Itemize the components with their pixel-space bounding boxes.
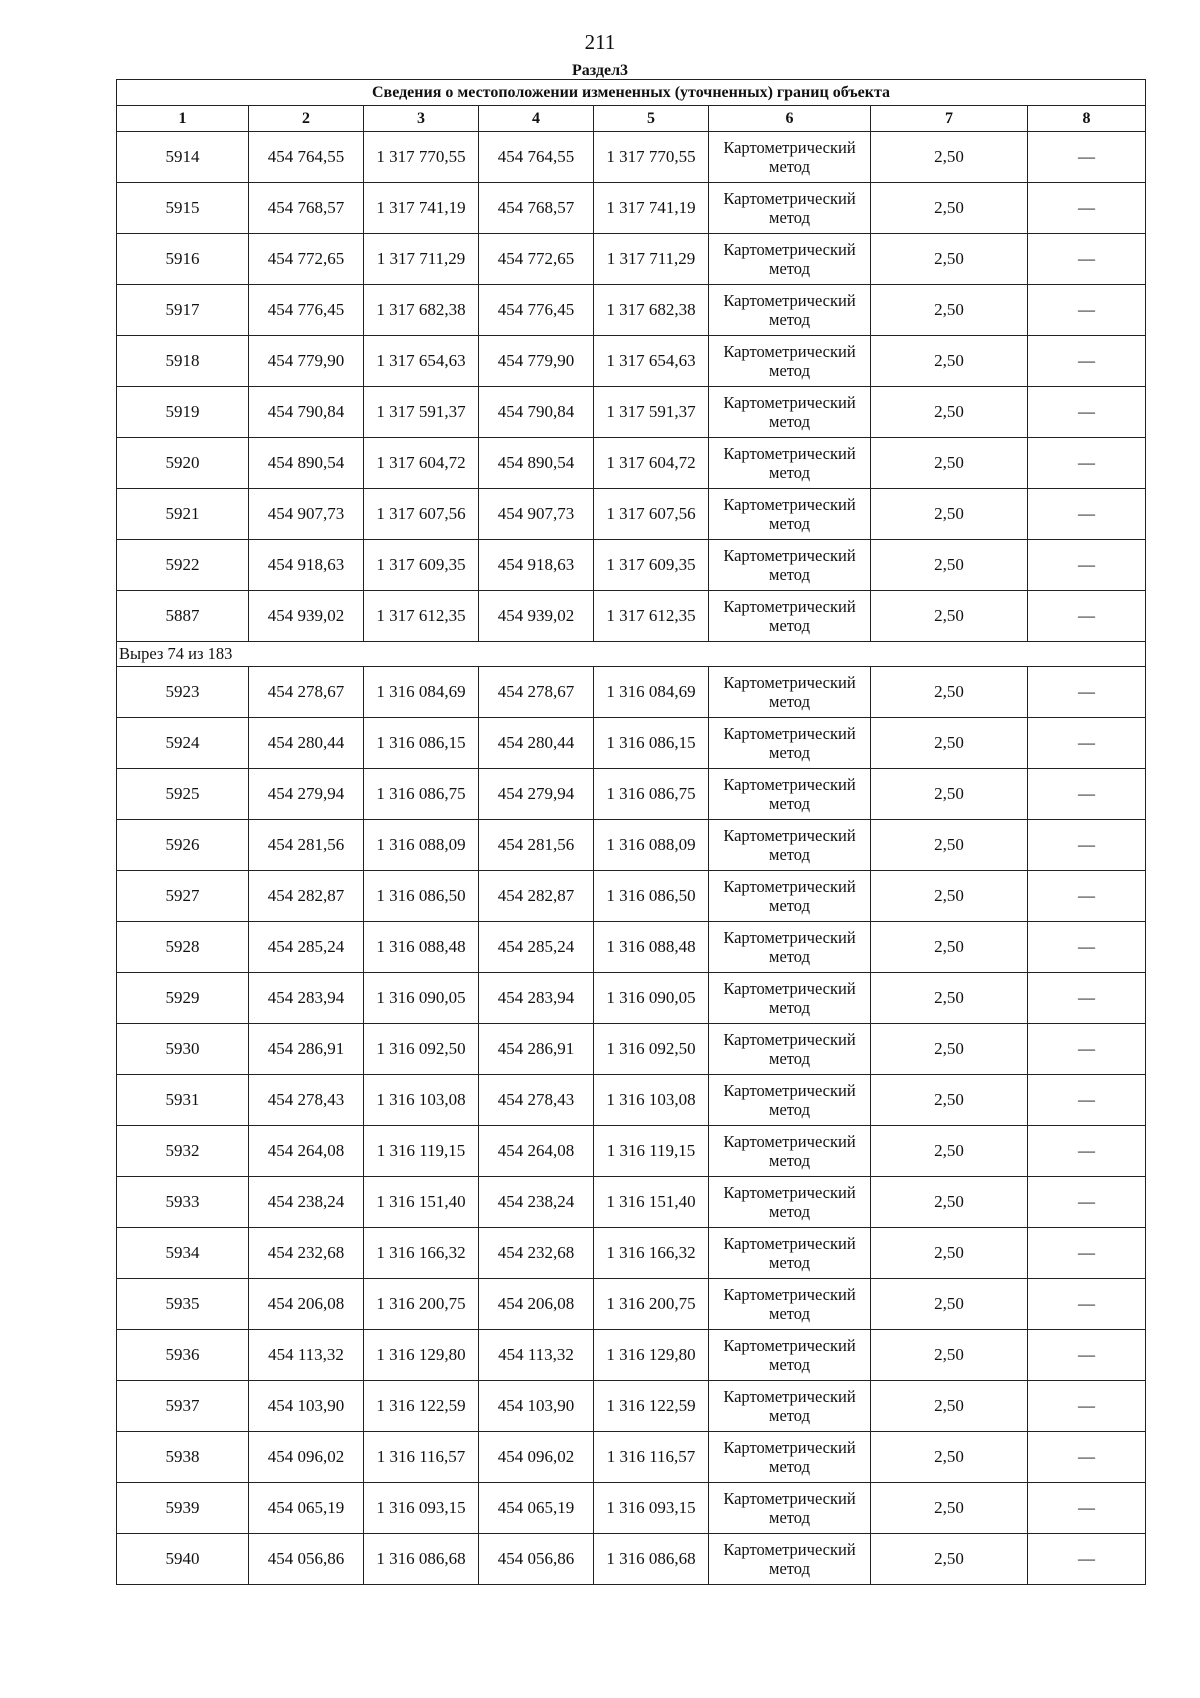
x-new-cell: 454 764,55	[479, 132, 594, 183]
point-number-cell: 5931	[117, 1075, 249, 1126]
y-existing-cell: 1 317 682,38	[364, 285, 479, 336]
x-new-cell: 454 779,90	[479, 336, 594, 387]
x-existing-cell: 454 096,02	[249, 1432, 364, 1483]
x-existing-cell: 454 907,73	[249, 489, 364, 540]
point-number-cell: 5930	[117, 1024, 249, 1075]
point-number-cell: 5887	[117, 591, 249, 642]
x-new-cell: 454 065,19	[479, 1483, 594, 1534]
method-cell: Картометрический метод	[709, 1534, 871, 1585]
method-cell: Картометрический метод	[709, 1381, 871, 1432]
table-row	[117, 1024, 1146, 1075]
x-new-cell: 454 772,65	[479, 234, 594, 285]
description-cell: —	[1028, 234, 1146, 285]
accuracy-cell: 2,50	[871, 234, 1028, 285]
x-existing-cell: 454 939,02	[249, 591, 364, 642]
column-header: 1	[117, 106, 249, 132]
description-cell: —	[1028, 438, 1146, 489]
description-cell: —	[1028, 871, 1146, 922]
y-new-cell: 1 316 086,75	[594, 769, 709, 820]
y-existing-cell: 1 316 086,15	[364, 718, 479, 769]
x-new-cell: 454 280,44	[479, 718, 594, 769]
x-existing-cell: 454 206,08	[249, 1279, 364, 1330]
x-new-cell: 454 790,84	[479, 387, 594, 438]
accuracy-cell: 2,50	[871, 667, 1028, 718]
x-existing-cell: 454 790,84	[249, 387, 364, 438]
x-new-cell: 454 282,87	[479, 871, 594, 922]
accuracy-cell: 2,50	[871, 132, 1028, 183]
method-cell: Картометрический метод	[709, 285, 871, 336]
y-new-cell: 1 316 092,50	[594, 1024, 709, 1075]
y-existing-cell: 1 317 591,37	[364, 387, 479, 438]
description-cell: —	[1028, 667, 1146, 718]
y-new-cell: 1 316 103,08	[594, 1075, 709, 1126]
y-new-cell: 1 316 151,40	[594, 1177, 709, 1228]
point-number-cell: 5924	[117, 718, 249, 769]
table-row	[117, 1381, 1146, 1432]
x-new-cell: 454 939,02	[479, 591, 594, 642]
point-number-cell: 5923	[117, 667, 249, 718]
description-cell: —	[1028, 973, 1146, 1024]
table-row	[117, 973, 1146, 1024]
x-new-cell: 454 278,43	[479, 1075, 594, 1126]
point-number-cell: 5927	[117, 871, 249, 922]
table-row	[117, 1483, 1146, 1534]
y-existing-cell: 1 316 200,75	[364, 1279, 479, 1330]
x-existing-cell: 454 285,24	[249, 922, 364, 973]
x-new-cell: 454 776,45	[479, 285, 594, 336]
x-new-cell: 454 232,68	[479, 1228, 594, 1279]
column-header: 8	[1028, 106, 1146, 132]
method-cell: Картометрический метод	[709, 234, 871, 285]
y-existing-cell: 1 316 166,32	[364, 1228, 479, 1279]
point-number-cell: 5932	[117, 1126, 249, 1177]
accuracy-cell: 2,50	[871, 1024, 1028, 1075]
table-row	[117, 1075, 1146, 1126]
point-number-cell: 5920	[117, 438, 249, 489]
x-new-cell: 454 281,56	[479, 820, 594, 871]
description-cell: —	[1028, 1024, 1146, 1075]
y-new-cell: 1 317 591,37	[594, 387, 709, 438]
point-number-cell: 5929	[117, 973, 249, 1024]
method-cell: Картометрический метод	[709, 667, 871, 718]
method-cell: Картометрический метод	[709, 1075, 871, 1126]
point-number-cell: 5915	[117, 183, 249, 234]
x-existing-cell: 454 065,19	[249, 1483, 364, 1534]
method-cell: Картометрический метод	[709, 1483, 871, 1534]
table-row	[117, 285, 1146, 336]
x-new-cell: 454 283,94	[479, 973, 594, 1024]
method-cell: Картометрический метод	[709, 1432, 871, 1483]
y-new-cell: 1 316 093,15	[594, 1483, 709, 1534]
table-row	[117, 540, 1146, 591]
accuracy-cell: 2,50	[871, 769, 1028, 820]
column-header: 7	[871, 106, 1028, 132]
table-row	[117, 1279, 1146, 1330]
description-cell: —	[1028, 591, 1146, 642]
x-existing-cell: 454 280,44	[249, 718, 364, 769]
y-existing-cell: 1 316 122,59	[364, 1381, 479, 1432]
column-header: 2	[249, 106, 364, 132]
accuracy-cell: 2,50	[871, 540, 1028, 591]
x-existing-cell: 454 279,94	[249, 769, 364, 820]
column-header: 6	[709, 106, 871, 132]
boundary-coordinates-table	[116, 79, 1146, 1585]
x-new-cell: 454 890,54	[479, 438, 594, 489]
y-existing-cell: 1 316 086,75	[364, 769, 479, 820]
x-existing-cell: 454 282,87	[249, 871, 364, 922]
table-row	[117, 387, 1146, 438]
point-number-cell: 5917	[117, 285, 249, 336]
x-new-cell: 454 278,67	[479, 667, 594, 718]
column-header-row	[117, 106, 1146, 132]
accuracy-cell: 2,50	[871, 591, 1028, 642]
x-existing-cell: 454 281,56	[249, 820, 364, 871]
description-cell: —	[1028, 132, 1146, 183]
y-new-cell: 1 317 609,35	[594, 540, 709, 591]
method-cell: Картометрический метод	[709, 718, 871, 769]
description-cell: —	[1028, 922, 1146, 973]
page-number: 211	[584, 30, 616, 54]
accuracy-cell: 2,50	[871, 820, 1028, 871]
table-row	[117, 922, 1146, 973]
table-row	[117, 1534, 1146, 1585]
x-existing-cell: 454 772,65	[249, 234, 364, 285]
x-new-cell: 454 113,32	[479, 1330, 594, 1381]
y-existing-cell: 1 316 092,50	[364, 1024, 479, 1075]
table-row	[117, 1177, 1146, 1228]
method-cell: Картометрический метод	[709, 1279, 871, 1330]
description-cell: —	[1028, 718, 1146, 769]
x-existing-cell: 454 103,90	[249, 1381, 364, 1432]
x-new-cell: 454 096,02	[479, 1432, 594, 1483]
method-cell: Картометрический метод	[709, 871, 871, 922]
x-existing-cell: 454 238,24	[249, 1177, 364, 1228]
table-row	[117, 438, 1146, 489]
table-row	[117, 820, 1146, 871]
group-label: Вырез 74 из 183	[117, 642, 1146, 667]
accuracy-cell: 2,50	[871, 1279, 1028, 1330]
point-number-cell: 5937	[117, 1381, 249, 1432]
y-new-cell: 1 316 200,75	[594, 1279, 709, 1330]
method-cell: Картометрический метод	[709, 132, 871, 183]
accuracy-cell: 2,50	[871, 336, 1028, 387]
accuracy-cell: 2,50	[871, 1534, 1028, 1585]
y-new-cell: 1 317 770,55	[594, 132, 709, 183]
description-cell: —	[1028, 387, 1146, 438]
x-existing-cell: 454 918,63	[249, 540, 364, 591]
x-new-cell: 454 238,24	[479, 1177, 594, 1228]
y-new-cell: 1 316 090,05	[594, 973, 709, 1024]
y-existing-cell: 1 317 654,63	[364, 336, 479, 387]
table-row	[117, 336, 1146, 387]
accuracy-cell: 2,50	[871, 973, 1028, 1024]
table-row	[117, 1432, 1146, 1483]
table-row	[117, 769, 1146, 820]
point-number-cell: 5925	[117, 769, 249, 820]
y-new-cell: 1 316 119,15	[594, 1126, 709, 1177]
table-caption: Сведения о местоположении измененных (уточненных) границ объекта	[117, 80, 1146, 106]
accuracy-cell: 2,50	[871, 1075, 1028, 1126]
method-cell: Картометрический метод	[709, 1228, 871, 1279]
y-existing-cell: 1 316 119,15	[364, 1126, 479, 1177]
section-title: Раздел3	[571, 62, 629, 79]
method-cell: Картометрический метод	[709, 489, 871, 540]
point-number-cell: 5938	[117, 1432, 249, 1483]
y-new-cell: 1 317 654,63	[594, 336, 709, 387]
group-label-row	[117, 642, 1146, 667]
method-cell: Картометрический метод	[709, 336, 871, 387]
y-new-cell: 1 317 612,35	[594, 591, 709, 642]
description-cell: —	[1028, 1381, 1146, 1432]
method-cell: Картометрический метод	[709, 1126, 871, 1177]
description-cell: —	[1028, 285, 1146, 336]
method-cell: Картометрический метод	[709, 1330, 871, 1381]
accuracy-cell: 2,50	[871, 1177, 1028, 1228]
y-existing-cell: 1 317 607,56	[364, 489, 479, 540]
table-row	[117, 183, 1146, 234]
y-new-cell: 1 316 086,50	[594, 871, 709, 922]
y-new-cell: 1 316 116,57	[594, 1432, 709, 1483]
y-new-cell: 1 316 086,68	[594, 1534, 709, 1585]
accuracy-cell: 2,50	[871, 183, 1028, 234]
accuracy-cell: 2,50	[871, 718, 1028, 769]
x-new-cell: 454 279,94	[479, 769, 594, 820]
description-cell: —	[1028, 1228, 1146, 1279]
description-cell: —	[1028, 769, 1146, 820]
description-cell: —	[1028, 1330, 1146, 1381]
y-existing-cell: 1 317 711,29	[364, 234, 479, 285]
accuracy-cell: 2,50	[871, 489, 1028, 540]
x-new-cell: 454 768,57	[479, 183, 594, 234]
x-existing-cell: 454 232,68	[249, 1228, 364, 1279]
column-header: 3	[364, 106, 479, 132]
x-existing-cell: 454 278,43	[249, 1075, 364, 1126]
description-cell: —	[1028, 489, 1146, 540]
point-number-cell: 5914	[117, 132, 249, 183]
table-row	[117, 1126, 1146, 1177]
y-existing-cell: 1 316 129,80	[364, 1330, 479, 1381]
accuracy-cell: 2,50	[871, 285, 1028, 336]
point-number-cell: 5933	[117, 1177, 249, 1228]
point-number-cell: 5936	[117, 1330, 249, 1381]
y-existing-cell: 1 316 084,69	[364, 667, 479, 718]
table-row	[117, 871, 1146, 922]
y-existing-cell: 1 317 770,55	[364, 132, 479, 183]
y-new-cell: 1 316 088,09	[594, 820, 709, 871]
method-cell: Картометрический метод	[709, 1024, 871, 1075]
x-new-cell: 454 918,63	[479, 540, 594, 591]
x-existing-cell: 454 779,90	[249, 336, 364, 387]
x-existing-cell: 454 764,55	[249, 132, 364, 183]
y-existing-cell: 1 316 090,05	[364, 973, 479, 1024]
y-existing-cell: 1 317 609,35	[364, 540, 479, 591]
point-number-cell: 5926	[117, 820, 249, 871]
point-number-cell: 5934	[117, 1228, 249, 1279]
point-number-cell: 5928	[117, 922, 249, 973]
y-existing-cell: 1 317 612,35	[364, 591, 479, 642]
accuracy-cell: 2,50	[871, 1432, 1028, 1483]
table-row	[117, 667, 1146, 718]
point-number-cell: 5939	[117, 1483, 249, 1534]
method-cell: Картометрический метод	[709, 769, 871, 820]
x-new-cell: 454 264,08	[479, 1126, 594, 1177]
x-new-cell: 454 103,90	[479, 1381, 594, 1432]
point-number-cell: 5940	[117, 1534, 249, 1585]
method-cell: Картометрический метод	[709, 820, 871, 871]
y-existing-cell: 1 316 086,68	[364, 1534, 479, 1585]
x-new-cell: 454 286,91	[479, 1024, 594, 1075]
x-existing-cell: 454 776,45	[249, 285, 364, 336]
method-cell: Картометрический метод	[709, 387, 871, 438]
accuracy-cell: 2,50	[871, 1330, 1028, 1381]
y-existing-cell: 1 316 088,48	[364, 922, 479, 973]
y-new-cell: 1 317 682,38	[594, 285, 709, 336]
description-cell: —	[1028, 540, 1146, 591]
accuracy-cell: 2,50	[871, 1381, 1028, 1432]
y-new-cell: 1 317 711,29	[594, 234, 709, 285]
accuracy-cell: 2,50	[871, 438, 1028, 489]
description-cell: —	[1028, 336, 1146, 387]
accuracy-cell: 2,50	[871, 387, 1028, 438]
y-existing-cell: 1 317 604,72	[364, 438, 479, 489]
description-cell: —	[1028, 1126, 1146, 1177]
x-new-cell: 454 907,73	[479, 489, 594, 540]
table-row	[117, 1330, 1146, 1381]
method-cell: Картометрический метод	[709, 973, 871, 1024]
column-header: 4	[479, 106, 594, 132]
accuracy-cell: 2,50	[871, 1126, 1028, 1177]
y-new-cell: 1 316 086,15	[594, 718, 709, 769]
y-existing-cell: 1 316 086,50	[364, 871, 479, 922]
method-cell: Картометрический метод	[709, 540, 871, 591]
table-row	[117, 1228, 1146, 1279]
method-cell: Картометрический метод	[709, 1177, 871, 1228]
table-row	[117, 132, 1146, 183]
y-existing-cell: 1 317 741,19	[364, 183, 479, 234]
y-new-cell: 1 316 122,59	[594, 1381, 709, 1432]
method-cell: Картометрический метод	[709, 922, 871, 973]
table-row	[117, 489, 1146, 540]
accuracy-cell: 2,50	[871, 922, 1028, 973]
y-existing-cell: 1 316 116,57	[364, 1432, 479, 1483]
method-cell: Картометрический метод	[709, 591, 871, 642]
table-row	[117, 234, 1146, 285]
x-new-cell: 454 206,08	[479, 1279, 594, 1330]
y-new-cell: 1 317 604,72	[594, 438, 709, 489]
description-cell: —	[1028, 1279, 1146, 1330]
y-new-cell: 1 317 607,56	[594, 489, 709, 540]
column-header: 5	[594, 106, 709, 132]
description-cell: —	[1028, 1534, 1146, 1585]
method-cell: Картометрический метод	[709, 438, 871, 489]
point-number-cell: 5921	[117, 489, 249, 540]
accuracy-cell: 2,50	[871, 1483, 1028, 1534]
point-number-cell: 5919	[117, 387, 249, 438]
description-cell: —	[1028, 183, 1146, 234]
description-cell: —	[1028, 820, 1146, 871]
y-new-cell: 1 317 741,19	[594, 183, 709, 234]
x-existing-cell: 454 286,91	[249, 1024, 364, 1075]
point-number-cell: 5918	[117, 336, 249, 387]
y-existing-cell: 1 316 093,15	[364, 1483, 479, 1534]
description-cell: —	[1028, 1075, 1146, 1126]
x-existing-cell: 454 278,67	[249, 667, 364, 718]
x-existing-cell: 454 264,08	[249, 1126, 364, 1177]
y-new-cell: 1 316 129,80	[594, 1330, 709, 1381]
x-existing-cell: 454 890,54	[249, 438, 364, 489]
x-existing-cell: 454 056,86	[249, 1534, 364, 1585]
point-number-cell: 5922	[117, 540, 249, 591]
point-number-cell: 5935	[117, 1279, 249, 1330]
y-new-cell: 1 316 084,69	[594, 667, 709, 718]
accuracy-cell: 2,50	[871, 1228, 1028, 1279]
x-existing-cell: 454 283,94	[249, 973, 364, 1024]
y-existing-cell: 1 316 103,08	[364, 1075, 479, 1126]
x-existing-cell: 454 768,57	[249, 183, 364, 234]
x-existing-cell: 454 113,32	[249, 1330, 364, 1381]
x-new-cell: 454 285,24	[479, 922, 594, 973]
y-existing-cell: 1 316 088,09	[364, 820, 479, 871]
x-new-cell: 454 056,86	[479, 1534, 594, 1585]
y-new-cell: 1 316 166,32	[594, 1228, 709, 1279]
y-existing-cell: 1 316 151,40	[364, 1177, 479, 1228]
accuracy-cell: 2,50	[871, 871, 1028, 922]
description-cell: —	[1028, 1177, 1146, 1228]
y-new-cell: 1 316 088,48	[594, 922, 709, 973]
description-cell: —	[1028, 1483, 1146, 1534]
table-row	[117, 718, 1146, 769]
method-cell: Картометрический метод	[709, 183, 871, 234]
description-cell: —	[1028, 1432, 1146, 1483]
table-row	[117, 591, 1146, 642]
point-number-cell: 5916	[117, 234, 249, 285]
